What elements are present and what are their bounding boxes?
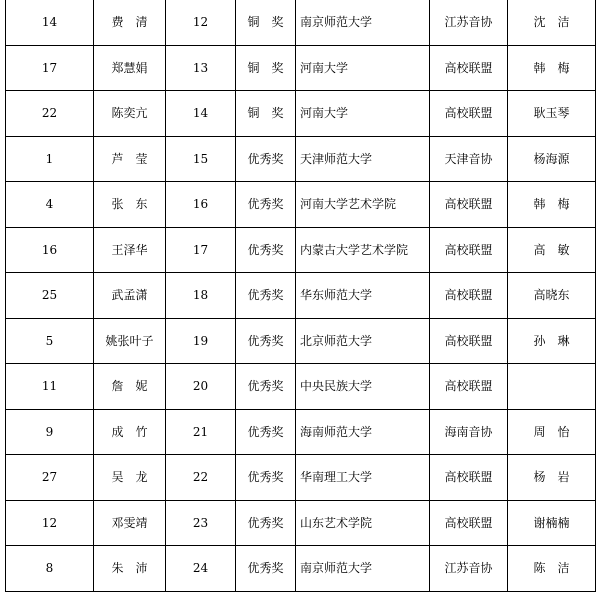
- teacher-cell: 高晓东: [508, 273, 596, 319]
- contestant-number-cell: 17: [6, 45, 94, 91]
- contestant-number-cell: 5: [6, 318, 94, 364]
- recommending-org-cell: 高校联盟: [430, 364, 508, 410]
- awards-table-body: [6, 0, 596, 591]
- table-row: [6, 318, 596, 364]
- table-row: [6, 0, 596, 45]
- school-cell: 内蒙古大学艺术学院: [296, 227, 430, 273]
- teacher-cell: 陈 洁: [508, 546, 596, 592]
- table-row: [6, 409, 596, 455]
- contestant-name-cell: 詹 妮: [94, 364, 166, 410]
- contestant-name-cell: 张 东: [94, 182, 166, 228]
- school-cell: 海南师范大学: [296, 409, 430, 455]
- table-row: [6, 546, 596, 592]
- contestant-name-cell: 王泽华: [94, 227, 166, 273]
- contestant-name-cell: 吴 龙: [94, 455, 166, 501]
- teacher-cell: 周 怡: [508, 409, 596, 455]
- award-cell: 铜 奖: [236, 0, 296, 45]
- teacher-cell: 耿玉琴: [508, 91, 596, 137]
- rank-cell: 17: [166, 227, 236, 273]
- award-cell: 优秀奖: [236, 500, 296, 546]
- table-row: [6, 227, 596, 273]
- recommending-org-cell: 高校联盟: [430, 91, 508, 137]
- teacher-cell: 谢楠楠: [508, 500, 596, 546]
- recommending-org-cell: 高校联盟: [430, 182, 508, 228]
- school-cell: 华南理工大学: [296, 455, 430, 501]
- contestant-name-cell: 朱 沛: [94, 546, 166, 592]
- contestant-number-cell: 16: [6, 227, 94, 273]
- recommending-org-cell: 高校联盟: [430, 318, 508, 364]
- recommending-org-cell: 天津音协: [430, 136, 508, 182]
- award-cell: 铜 奖: [236, 91, 296, 137]
- contestant-number-cell: 11: [6, 364, 94, 410]
- rank-cell: 23: [166, 500, 236, 546]
- table-row: [6, 364, 596, 410]
- contestant-name-cell: 成 竹: [94, 409, 166, 455]
- contestant-name-cell: 费 清: [94, 0, 166, 45]
- recommending-org-cell: 海南音协: [430, 409, 508, 455]
- teacher-cell: 杨海源: [508, 136, 596, 182]
- contestant-number-cell: 4: [6, 182, 94, 228]
- teacher-cell: 杨 岩: [508, 455, 596, 501]
- table-row: [6, 91, 596, 137]
- table-row: [6, 500, 596, 546]
- rank-cell: 19: [166, 318, 236, 364]
- recommending-org-cell: 高校联盟: [430, 500, 508, 546]
- awards-table: [5, 0, 596, 592]
- rank-cell: 14: [166, 91, 236, 137]
- award-cell: 优秀奖: [236, 182, 296, 228]
- rank-cell: 24: [166, 546, 236, 592]
- rank-cell: 13: [166, 45, 236, 91]
- rank-cell: 15: [166, 136, 236, 182]
- recommending-org-cell: 江苏音协: [430, 546, 508, 592]
- teacher-cell: 沈 洁: [508, 0, 596, 45]
- award-cell: 优秀奖: [236, 227, 296, 273]
- award-cell: 优秀奖: [236, 364, 296, 410]
- rank-cell: 21: [166, 409, 236, 455]
- recommending-org-cell: 高校联盟: [430, 455, 508, 501]
- table-row: [6, 273, 596, 319]
- teacher-cell: [508, 364, 596, 410]
- teacher-cell: 韩 梅: [508, 182, 596, 228]
- award-cell: 优秀奖: [236, 546, 296, 592]
- school-cell: 河南大学: [296, 91, 430, 137]
- teacher-cell: 孙 琳: [508, 318, 596, 364]
- contestant-number-cell: 27: [6, 455, 94, 501]
- rank-cell: 18: [166, 273, 236, 319]
- rank-cell: 20: [166, 364, 236, 410]
- contestant-number-cell: 22: [6, 91, 94, 137]
- table-row: [6, 45, 596, 91]
- contestant-name-cell: 武孟潇: [94, 273, 166, 319]
- table-row: [6, 136, 596, 182]
- school-cell: 华东师范大学: [296, 273, 430, 319]
- contestant-name-cell: 陈奕亢: [94, 91, 166, 137]
- recommending-org-cell: 江苏音协: [430, 0, 508, 45]
- school-cell: 南京师范大学: [296, 0, 430, 45]
- table-row: [6, 455, 596, 501]
- rank-cell: 16: [166, 182, 236, 228]
- school-cell: 河南大学: [296, 45, 430, 91]
- recommending-org-cell: 高校联盟: [430, 45, 508, 91]
- award-cell: 优秀奖: [236, 318, 296, 364]
- rank-cell: 22: [166, 455, 236, 501]
- award-cell: 优秀奖: [236, 455, 296, 501]
- contestant-number-cell: 1: [6, 136, 94, 182]
- recommending-org-cell: 高校联盟: [430, 227, 508, 273]
- award-cell: 铜 奖: [236, 45, 296, 91]
- school-cell: 山东艺术学院: [296, 500, 430, 546]
- contestant-name-cell: 姚张叶子: [94, 318, 166, 364]
- contestant-number-cell: 14: [6, 0, 94, 45]
- rank-cell: 12: [166, 0, 236, 45]
- contestant-name-cell: 郑慧娟: [94, 45, 166, 91]
- award-cell: 优秀奖: [236, 409, 296, 455]
- contestant-number-cell: 8: [6, 546, 94, 592]
- recommending-org-cell: 高校联盟: [430, 273, 508, 319]
- table-row: [6, 182, 596, 228]
- school-cell: 天津师范大学: [296, 136, 430, 182]
- teacher-cell: 高 敏: [508, 227, 596, 273]
- school-cell: 北京师范大学: [296, 318, 430, 364]
- award-cell: 优秀奖: [236, 136, 296, 182]
- contestant-number-cell: 9: [6, 409, 94, 455]
- school-cell: 中央民族大学: [296, 364, 430, 410]
- contestant-number-cell: 25: [6, 273, 94, 319]
- school-cell: 南京师范大学: [296, 546, 430, 592]
- contestant-name-cell: 芦 莹: [94, 136, 166, 182]
- teacher-cell: 韩 梅: [508, 45, 596, 91]
- school-cell: 河南大学艺术学院: [296, 182, 430, 228]
- contestant-name-cell: 邓雯靖: [94, 500, 166, 546]
- award-cell: 优秀奖: [236, 273, 296, 319]
- contestant-number-cell: 12: [6, 500, 94, 546]
